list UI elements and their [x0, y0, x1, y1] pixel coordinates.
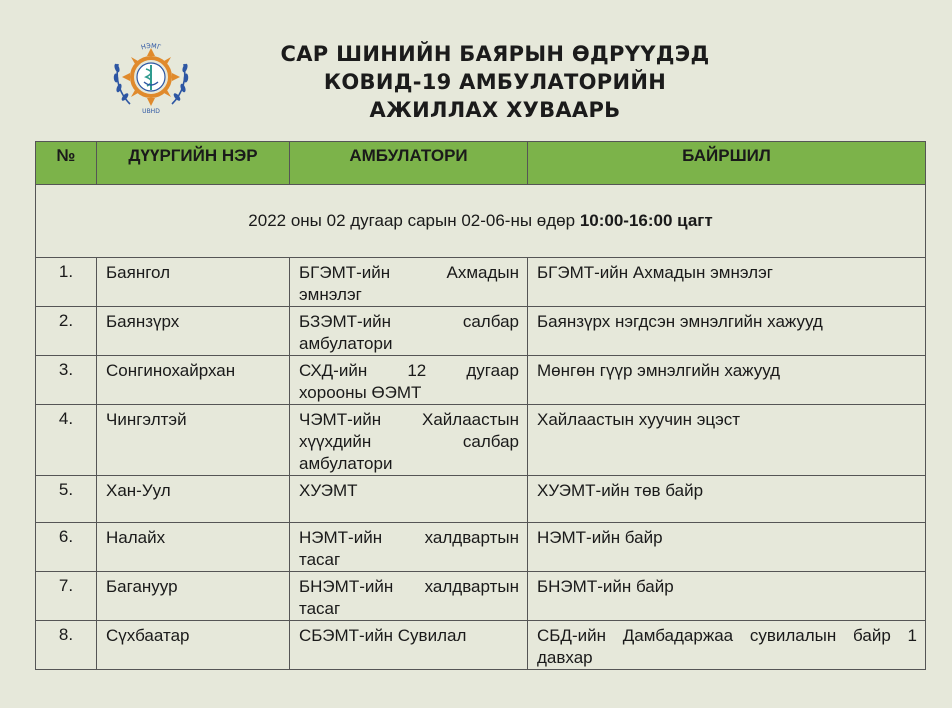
col-header-location: БАЙРШИЛ	[528, 142, 926, 185]
col-header-number: №	[36, 142, 97, 185]
time-text: 10:00-16:00 цагт	[579, 211, 713, 230]
clinic-location: НЭМТ-ийн байр	[528, 523, 926, 572]
title-line: КОВИД-19 АМБУЛАТОРИЙН	[323, 70, 667, 94]
clinic-name: БНЭМТ-ийн халдвартын тасаг	[290, 572, 528, 621]
clinic-name: ЧЭМТ-ийн Хайлаастын хүүхдийн салбар амбулатори	[290, 405, 528, 476]
row-number: 1.	[36, 258, 97, 307]
row-number: 7.	[36, 572, 97, 621]
svg-text:UBHD: UBHD	[142, 108, 160, 115]
title-line: САР ШИНИЙН БАЯРЫН ӨДРҮҮДЭД	[280, 42, 710, 66]
district-name: Баянзүрх	[97, 307, 290, 356]
district-name: Сүхбаатар	[97, 621, 290, 670]
clinic-name: ХУЭМТ	[290, 476, 528, 523]
table-header	[36, 142, 926, 185]
district-name: Чингэлтэй	[97, 405, 290, 476]
row-number: 2.	[36, 307, 97, 356]
row-number: 6.	[36, 523, 97, 572]
clinic-location: Хайлаастын хуучин эцэст	[528, 405, 926, 476]
schedule-table	[35, 141, 926, 670]
table-row	[36, 307, 926, 356]
clinic-name: БГЭМТ-ийн Ахмадын эмнэлэг	[290, 258, 528, 307]
clinic-name: СХД-ийн 12 дугаар хорооны ӨЭМТ	[290, 356, 528, 405]
row-number: 5.	[36, 476, 97, 523]
clinic-name: НЭМТ-ийн халдвартын тасаг	[290, 523, 528, 572]
row-number: 8.	[36, 621, 97, 670]
clinic-location: БГЭМТ-ийн Ахмадын эмнэлэг	[528, 258, 926, 307]
clinic-location: Мөнгөн гүүр эмнэлгийн хажууд	[528, 356, 926, 405]
clinic-location: Баянзүрх нэгдсэн эмнэлгийн хажууд	[528, 307, 926, 356]
district-name: Багануур	[97, 572, 290, 621]
clinic-location: СБД-ийн Дамбадаржаа сувилалын байр 1 давхар	[528, 621, 926, 670]
clinic-name: БЗЭМТ-ийн салбар амбулатори	[290, 307, 528, 356]
ubhd-logo	[108, 34, 194, 120]
col-header-district: ДҮҮРГИЙН НЭР	[97, 142, 290, 185]
clinic-location: БНЭМТ-ийн байр	[528, 572, 926, 621]
date-row	[36, 185, 926, 258]
row-number: 3.	[36, 356, 97, 405]
col-header-clinic: АМБУЛАТОРИ	[290, 142, 528, 185]
district-name: Сонгинохайрхан	[97, 356, 290, 405]
table-row	[36, 621, 926, 670]
table-row	[36, 476, 926, 523]
date-text: 2022 оны 02 дугаар сарын 02-06-ны өдөр	[248, 211, 580, 230]
table-row	[36, 523, 926, 572]
svg-text:НЭМГ: НЭМГ	[140, 41, 162, 52]
district-name: Баянгол	[97, 258, 290, 307]
table-row	[36, 356, 926, 405]
table-row	[36, 572, 926, 621]
district-name: Налайх	[97, 523, 290, 572]
schedule-date	[36, 185, 926, 258]
table-row	[36, 405, 926, 476]
title-line: АЖИЛЛАХ ХУВААРЬ	[369, 98, 621, 122]
row-number: 4.	[36, 405, 97, 476]
table-row	[36, 258, 926, 307]
clinic-name: СБЭМТ-ийн Сувилал	[290, 621, 528, 670]
clinic-location: ХУЭМТ-ийн төв байр	[528, 476, 926, 523]
district-name: Хан-Уул	[97, 476, 290, 523]
document-title	[240, 40, 750, 124]
